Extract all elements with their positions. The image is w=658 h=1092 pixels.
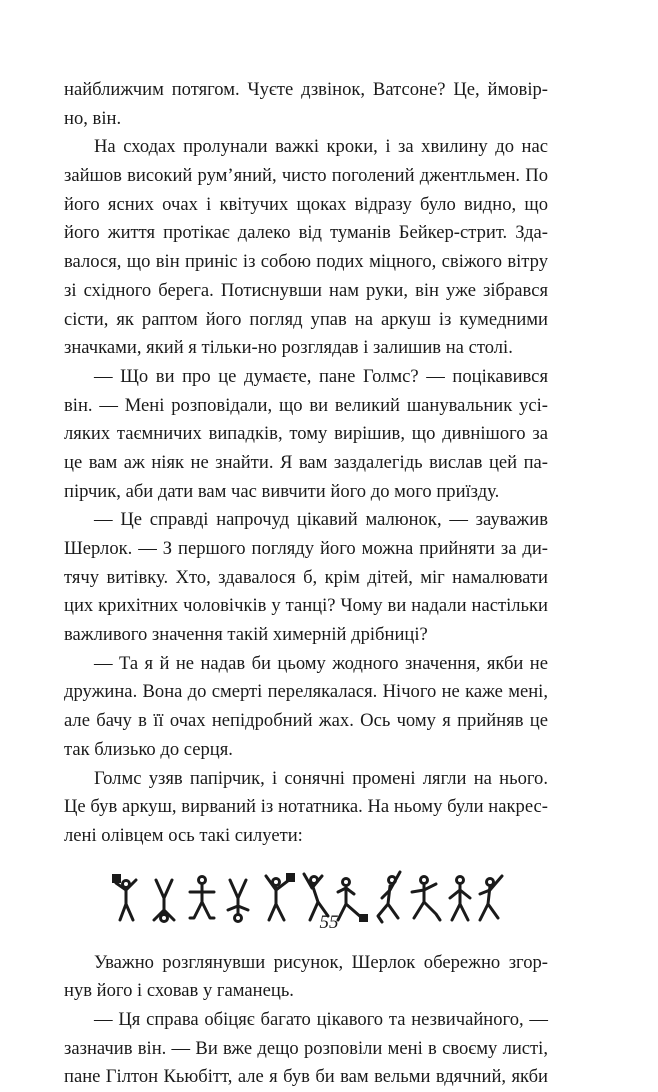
body-text [64,76,548,1092]
text-line: — Це справді напрочуд цікавий малюнок, — зауважив [94,509,548,531]
page-number: 55 [319,912,339,933]
text-line: пане Гілтон Кьюбітт, але я був би вам вельми вдячний, якби [64,1066,548,1088]
paragraph-7 [64,949,548,1006]
paragraph-5 [64,650,548,765]
text-line: дружина. Вона до смерті перелякалася. Нічого не каже мені, [64,681,548,703]
text-line: На сходах пролунали важкі кроки, і за хвилину до нас [94,136,548,158]
text-line: Уважно розглянувши рисунок, Шерлок обережно згор- [94,951,548,973]
text-line: але бачу в її очах непідробний жах. Ось чому я прийняв це [64,710,548,732]
text-line: пірчик, аби дати вам час вивчити його до мого приїзду. [64,480,500,502]
paragraph-2 [64,133,548,363]
text-line: його життя протікає далеко від туманів Бейкер-стрит. Зда- [64,222,548,244]
paragraph-1 [64,76,548,133]
paragraph-8 [64,1006,548,1092]
paragraph-6 [64,765,548,851]
paragraph-3 [64,363,548,506]
text-line: ляких таємничих випадків, тому вирішив, що дивнішого за [64,423,548,445]
text-line: — Ця справа обіцяє багато цікавого та незвичайного, — [94,1008,548,1030]
text-line: нув його і сховав у гаманець. [64,980,294,1002]
paragraph-4 [64,506,548,649]
text-line: Шерлок. — З першого погляду його можна прийняти за ди- [64,538,548,559]
text-line: но, він. [64,107,122,129]
text-line: найближчим потягом. Чуєте дзвінок, Ватсоне? Це, ймовір- [64,79,548,100]
text-line: це вам аж ніяк не знайти. Я вам заздалегідь вислав цей па- [64,451,548,473]
text-line: цих крихітних чоловічків у танці? Чому ви надали настільки [64,595,548,617]
text-line: тячу витівку. Хто, здавалося б, крім дітей, міг намалювати [64,566,548,588]
text-line: сісти, як раптом його погляд упав на аркуш із кумедними [64,308,548,330]
text-line: лені олівцем ось такі силуети: [64,824,303,846]
text-line: зазначив він. — Ви вже дещо розповіли мені в своєму листі, [64,1037,548,1059]
text-line: значками, який я тільки-но розглядав і залишив на столі. [64,337,513,359]
text-line: Голмс узяв папірчик, і сонячні промені лягли на нього. [94,767,548,789]
text-line: він. — Мені розповідали, що ви великий шанувальник усі- [64,394,548,416]
text-line: зайшов високий рум’яний, чисто поголений джентльмен. По [64,165,548,187]
text-line: Це був аркуш, вирваний із нотатника. На ньому були накрес- [64,796,548,818]
text-line: — Що ви про це думаєте, пане Голмс? — поцікавився [94,365,548,387]
text-line: — Та я й не надав би цьому жодного значення, якби не [94,652,548,674]
text-line: важливого значення такій химерній дрібниці? [64,624,428,646]
text-line: зі східного берега. Потиснувши нам руки, він уже зібрався [64,279,548,301]
text-line: так близько до серця. [64,738,233,760]
text-line: його ясних очах і квітучих щоках відразу було видно, що [64,193,548,215]
text-line: валося, що він приніс із собою подих міцного, свіжого вітру [64,251,548,273]
